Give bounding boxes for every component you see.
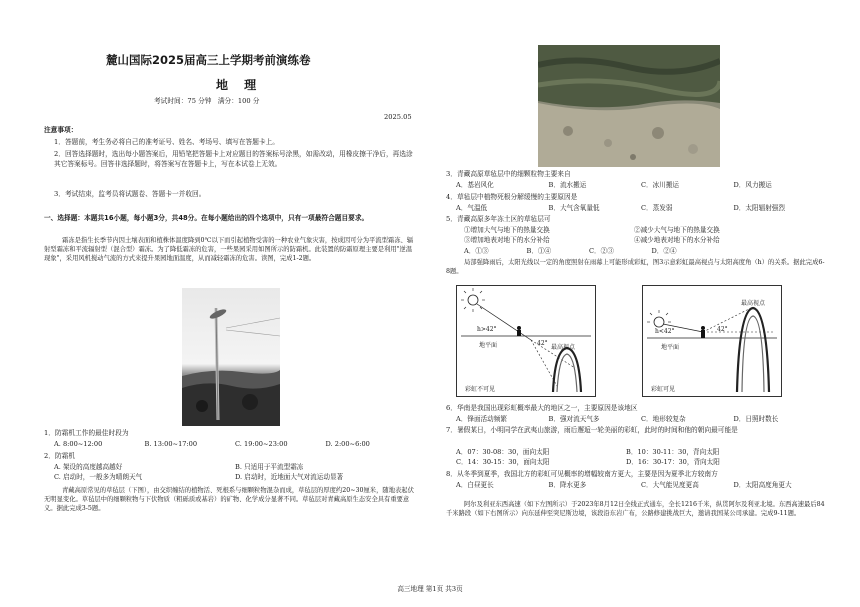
q4-option-b[interactable]: B．大气含氧量低 bbox=[548, 204, 600, 212]
q5-options bbox=[464, 247, 714, 257]
q6-option-a[interactable]: A．锋面活动频繁 bbox=[456, 415, 507, 423]
right-angle42-label: 42° bbox=[717, 326, 728, 333]
q6-option-c[interactable]: C．地形较复杂 bbox=[641, 415, 686, 423]
q4-stem: 4．草毡层中植物死根分解缓慢的主要原因是 bbox=[446, 193, 578, 201]
q3-stem: 3．青藏高原草毡层中的细颗粒物主要来自 bbox=[446, 170, 571, 178]
q2-option-a[interactable]: A. 架设的高度越高越好 bbox=[54, 463, 123, 471]
q7-stem: 7．暑假某日，小明同学在武夷山旅游，雨后邂逅一轮美丽的彩虹，此时的时间和他的朝向最可能是 bbox=[446, 426, 738, 434]
q2-option-c[interactable]: C. 启动时，一般多为晴朗天气 bbox=[54, 472, 143, 481]
exam-date: 2025.05 bbox=[384, 113, 412, 121]
q6-stem: 6．华南是我国出现彩虹概率最大的地区之一，主要原因是该地区 bbox=[446, 404, 638, 412]
left-angle-label: h>42° bbox=[477, 326, 497, 333]
q4-option-c[interactable]: C．蒸发弱 bbox=[641, 204, 673, 212]
grass-mat-photo bbox=[538, 45, 720, 167]
notice-item-2: 2．回答选择题时，选出每小题答案后，用铅笔把答题卡上对应题目的答案标号涂黑，如需改动，用橡皮擦干净后，再选涂其它答案标号。回答非选择题时，将答案写在答题卡上，写在本试卷上无效。 bbox=[54, 150, 413, 168]
q2-option-b[interactable]: B. 只适用于平流型霜冻 bbox=[235, 463, 304, 471]
q8-stem: 8．从冬季到夏季，我国北方的彩虹可见概率的增幅较南方更大，主要是因为夏季北方较南方 bbox=[446, 470, 718, 478]
q1-option-d[interactable]: D. 2:00~6:00 bbox=[325, 440, 370, 448]
notice-heading: 注意事项： bbox=[44, 126, 78, 134]
q6-options bbox=[456, 415, 826, 425]
q2-options bbox=[54, 463, 416, 482]
q2-stem: 2．防霜机 bbox=[44, 452, 76, 460]
q3-option-b[interactable]: B．流水搬运 bbox=[548, 181, 587, 189]
right-top-label: 最高视点 bbox=[741, 300, 766, 307]
q5-statements bbox=[464, 226, 804, 245]
rainbow-diagram-invisible bbox=[456, 285, 596, 397]
q6-option-d[interactable]: D．日照时数长 bbox=[733, 415, 779, 423]
q5-option-d[interactable]: D．②④ bbox=[651, 247, 677, 255]
q3-options bbox=[456, 181, 826, 191]
exam-info: 考试时间：75 分钟 满分：100 分 bbox=[154, 97, 260, 105]
q1-option-b[interactable]: B. 13:00~17:00 bbox=[144, 440, 198, 448]
q3-option-c[interactable]: C．冰川搬运 bbox=[641, 181, 680, 189]
q1-options bbox=[54, 440, 416, 450]
q8-option-c[interactable]: C．大气能见度更高 bbox=[641, 481, 699, 489]
q5-statement-1: ①增加大气与地下的热量交换 bbox=[464, 226, 550, 234]
notice-item-3: 3．考试结束，监考员将试题卷、答题卡一并收回。 bbox=[54, 190, 206, 198]
q4-options bbox=[456, 204, 826, 214]
subject-title: 地 理 bbox=[216, 78, 263, 92]
q8-option-a[interactable]: A．白昼更长 bbox=[456, 481, 494, 489]
passage-algeria-highway: 阿尔及利亚东西高速（如下左图所示）于2023年8月12日全线正式通车，全长1216千米，纵贯阿尔及利亚北境。东西高速最后84千米路段（如下右图所示）向东延伸至突尼斯边境，该段沿东岩广布，公路修建挑战巨大，邀请我国某公司承建。完成9-11题。 bbox=[446, 501, 825, 518]
passage-frost: 霜冻是指生长季节内因土壤表面和植株体温度降到0℃以下而引起植物受害的一种农业气象灾害，按成因可分为平流型霜冻、辐射型霜冻和平流辐射型（混合型）霜冻。为了降低霜冻的危害，一些果园采用如图所示的防霜机。此装置的防霜原理主要是利用"逆温现象"，采用风机搅动气流的方式来提升果园地面温度，从而减轻霜冻的危害。读图，完成1-2题。 bbox=[44, 237, 414, 263]
q7-option-b[interactable]: B．10：30-11：30，背向太阳 bbox=[626, 448, 720, 456]
q5-option-c[interactable]: C．②③ bbox=[589, 247, 614, 255]
q7-options bbox=[456, 448, 796, 467]
q8-options bbox=[456, 481, 826, 491]
q4-option-d[interactable]: D．太阳辐射强烈 bbox=[733, 204, 785, 212]
q7-option-c[interactable]: C．14：30-15：30，面向太阳 bbox=[456, 457, 550, 466]
q6-option-b[interactable]: B．强对流天气多 bbox=[548, 415, 600, 423]
q7-option-a[interactable]: A．07：30-08：30，面向太阳 bbox=[456, 448, 550, 456]
q5-statement-3: ③增加地表对地下的水分补给 bbox=[464, 235, 550, 244]
left-caption: 彩虹不可见 bbox=[465, 386, 496, 393]
q3-option-a[interactable]: A．基岩风化 bbox=[456, 181, 494, 189]
q5-option-a[interactable]: A．①③ bbox=[464, 247, 489, 255]
q8-option-d[interactable]: D．太阳高度角更大 bbox=[733, 481, 792, 489]
passage-rainbow: 局部强降雨后，太阳光线以一定的角度照射在雨幕上可能形成彩虹，图3示意彩虹最高视点与太阳高度角（h）的关系。据此完成6-8题。 bbox=[446, 259, 825, 276]
q5-stem: 5．青藏高原多年冻土区的草毡层可 bbox=[446, 215, 551, 223]
q3-option-d[interactable]: D．风力搬运 bbox=[733, 181, 772, 189]
page-footer: 高三地理 第1页 共3页 bbox=[397, 585, 463, 593]
q2-option-d[interactable]: D. 启动时，近地面大气对流运动显著 bbox=[235, 472, 344, 481]
q1-stem: 1．防霜机工作的最佳时段为 bbox=[44, 429, 129, 437]
left-angle42-label: 42° bbox=[537, 340, 548, 347]
q1-option-c[interactable]: C. 19:00~23:00 bbox=[235, 440, 288, 448]
right-ground-label: 地平面 bbox=[661, 344, 680, 351]
q5-option-b[interactable]: B．①④ bbox=[526, 247, 552, 255]
q4-option-a[interactable]: A．气温低 bbox=[456, 204, 488, 212]
q5-statement-4: ④减少地表对地下的水分补给 bbox=[634, 235, 720, 244]
section1-heading: 一、选择题：本题共16小题，每小题3分，共48分。在每小题给出的四个选项中，只有一项最符合题目要求。 bbox=[44, 214, 369, 222]
q5-statement-2: ②减少大气与地下的热量交换 bbox=[634, 226, 720, 234]
notice-item-1: 1．答题前，考生务必将自己的准考证号、姓名、考场号、填写在答题卡上。 bbox=[54, 138, 279, 146]
passage-grass-mat: 青藏高原常见的草毡层（下图），由交织缠结的植物活、死根系与细颗粒物混杂而成，草毡层的厚度约20~30厘米，随地表起伏无明显变化。草毡层中的细颗粒物与下伏物质（粗砾质或基岩）的矿物、化学成分显著不同。草毡层对青藏高原生态安全具有重要意义。据此完成3-5题。 bbox=[44, 487, 414, 513]
rainbow-diagram-visible bbox=[642, 285, 782, 397]
right-angle-label: h<42° bbox=[655, 328, 675, 335]
frost-fan-photo bbox=[182, 288, 280, 426]
exam-title: 麓山国际2025届高三上学期考前演练卷 bbox=[106, 53, 311, 67]
right-caption: 彩虹可见 bbox=[651, 386, 676, 393]
q1-option-a[interactable]: A. 8:00~12:00 bbox=[54, 440, 103, 448]
q8-option-b[interactable]: B．降水更多 bbox=[548, 481, 587, 489]
q7-option-d[interactable]: D．16：30-17：30，背向太阳 bbox=[626, 457, 720, 466]
left-top-label: 最高视点 bbox=[551, 344, 576, 351]
left-ground-label: 地平面 bbox=[479, 342, 498, 349]
